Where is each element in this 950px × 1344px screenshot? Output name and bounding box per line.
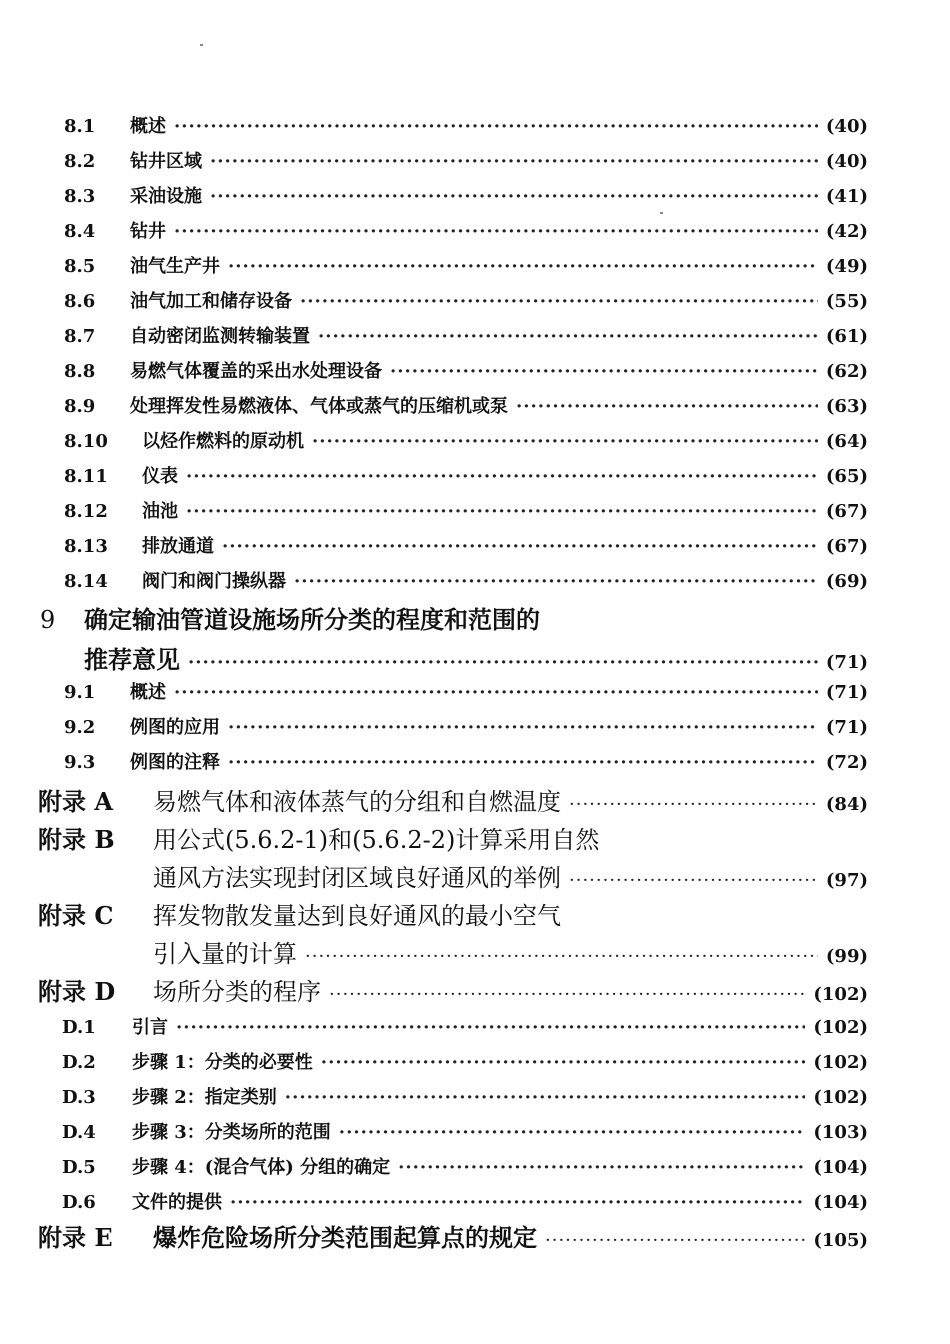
entry-page: (104)	[813, 1192, 868, 1213]
toc-entry-8-12[interactable]	[64, 497, 868, 523]
entry-number: 8.1	[64, 116, 96, 137]
entry-page: (71)	[825, 682, 868, 703]
dot-leader	[300, 291, 818, 312]
toc-entry-d-6[interactable]	[62, 1188, 868, 1214]
chapter-number: 9	[40, 606, 56, 634]
toc-entry-9-3[interactable]	[64, 748, 868, 774]
entry-title: 步骤 1：分类的必要性	[132, 1052, 313, 1073]
dot-leader	[222, 536, 818, 557]
appendix-title-line1: 挥发物散发量达到良好通风的最小空气	[153, 902, 561, 930]
entry-page: (69)	[825, 571, 868, 592]
toc-entry-d-5[interactable]	[62, 1153, 868, 1179]
entry-page: (62)	[825, 361, 868, 382]
entry-title: 引言	[132, 1017, 168, 1038]
entry-number: 8.3	[64, 186, 96, 207]
entry-page: (49)	[825, 256, 868, 277]
dot-leader	[210, 186, 818, 207]
entry-title: 排放通道	[142, 536, 214, 557]
entry-number: 8.12	[64, 501, 108, 522]
dot-leader	[210, 151, 818, 172]
entry-number: 8.8	[64, 361, 96, 382]
entry-title: 例图的应用	[130, 717, 220, 738]
entry-title: 步骤 3：分类场所的范围	[132, 1122, 331, 1143]
entry-page: (104)	[813, 1157, 868, 1178]
dot-leader	[569, 870, 818, 891]
entry-title: 处理挥发性易燃液体、气体或蒸气的压缩机或泵	[130, 396, 508, 417]
entry-page: (102)	[813, 1052, 868, 1073]
dot-leader	[285, 1087, 806, 1108]
appendix-number: 附录 E	[38, 1223, 113, 1252]
entry-title: 钻井区域	[130, 151, 202, 172]
toc-appendix-c[interactable]	[38, 896, 561, 931]
entry-number: D.4	[62, 1122, 96, 1143]
toc-entry-8-1[interactable]	[64, 112, 868, 138]
toc-appendix-c-cont[interactable]	[153, 934, 868, 969]
entry-number: 9.2	[64, 717, 96, 738]
toc-entry-8-13[interactable]	[64, 532, 868, 558]
entry-number: 9.3	[64, 752, 96, 773]
entry-page: (42)	[825, 221, 868, 242]
appendix-title-line1: 用公式(5.6.2-1)和(5.6.2-2)计算采用自然	[153, 826, 600, 854]
dot-leader	[186, 501, 818, 522]
entry-page: (67)	[825, 501, 868, 522]
appendix-title: 爆炸危险场所分类范围起算点的规定	[153, 1223, 537, 1252]
appendix-number: 附录 B	[38, 825, 115, 854]
dot-leader	[230, 1192, 805, 1213]
entry-number: 8.9	[64, 396, 96, 417]
toc-entry-d-4[interactable]	[62, 1118, 868, 1144]
entry-page: (71)	[825, 652, 868, 673]
entry-page: (40)	[825, 151, 868, 172]
toc-entry-8-14[interactable]	[64, 567, 868, 593]
toc-entry-8-8[interactable]	[64, 357, 868, 383]
dot-leader	[321, 1052, 806, 1073]
toc-entry-8-2[interactable]	[64, 147, 868, 173]
dot-leader	[312, 431, 818, 452]
entry-title: 文件的提供	[132, 1192, 222, 1213]
entry-page: (97)	[825, 870, 868, 891]
entry-title: 钻井	[130, 221, 166, 242]
toc-entry-9-2[interactable]	[64, 713, 868, 739]
dot-leader	[228, 256, 818, 277]
entry-page: (99)	[825, 946, 868, 967]
entry-page: (71)	[825, 717, 868, 738]
dot-leader	[318, 326, 818, 347]
dot-leader	[174, 682, 818, 703]
entry-title: 阀门和阀门操纵器	[142, 571, 286, 592]
appendix-number: 附录 D	[38, 977, 116, 1006]
appendix-title-line2: 引入量的计算	[153, 940, 297, 968]
dot-leader	[339, 1122, 806, 1143]
entry-title: 油池	[142, 501, 178, 522]
entry-page: (41)	[825, 186, 868, 207]
entry-page: (65)	[825, 466, 868, 487]
dot-leader	[390, 361, 818, 382]
entry-page: (67)	[825, 536, 868, 557]
entry-title: 油气加工和储存设备	[130, 291, 292, 312]
entry-title: 例图的注释	[130, 752, 220, 773]
entry-page: (55)	[825, 291, 868, 312]
entry-title: 自动密闭监测转输装置	[130, 326, 310, 347]
dot-leader	[305, 946, 818, 967]
toc-appendix-e[interactable]	[38, 1218, 868, 1253]
dot-leader	[188, 652, 818, 673]
entry-number: D.3	[62, 1087, 96, 1108]
toc-appendix-b[interactable]	[38, 820, 599, 855]
toc-appendix-a[interactable]	[38, 782, 868, 817]
toc-entry-8-7[interactable]	[64, 322, 868, 348]
appendix-title: 易燃气体和液体蒸气的分组和自燃温度	[153, 788, 561, 816]
entry-number: 8.2	[64, 151, 96, 172]
entry-page: (102)	[813, 1017, 868, 1038]
dot-leader	[186, 466, 818, 487]
toc-entry-8-9[interactable]	[64, 392, 868, 418]
chapter-title-line1: 确定输油管道设施场所分类的程度和范围的	[84, 605, 540, 634]
dot-leader	[398, 1157, 805, 1178]
toc-entry-8-10[interactable]	[64, 427, 868, 453]
toc-entry-8-5[interactable]	[64, 252, 868, 278]
entry-title: 采油设施	[130, 186, 202, 207]
toc-entry-8-3[interactable]	[64, 182, 868, 208]
entry-title: 油气生产井	[130, 256, 220, 277]
entry-number: D.2	[62, 1052, 96, 1073]
entry-page: (102)	[813, 1087, 868, 1108]
entry-page: (61)	[825, 326, 868, 347]
entry-page: (103)	[813, 1122, 868, 1143]
appendix-number: 附录 C	[38, 901, 114, 930]
entry-title: 仪表	[142, 466, 178, 487]
dot-leader	[228, 752, 818, 773]
toc-entry-8-11[interactable]	[64, 462, 868, 488]
entry-number: D.6	[62, 1192, 96, 1213]
entry-page: (102)	[813, 984, 868, 1005]
scan-speck	[660, 212, 663, 214]
entry-number: 8.11	[64, 466, 108, 487]
entry-number: 8.13	[64, 536, 108, 557]
dot-leader	[174, 116, 818, 137]
toc-entry-d-2[interactable]	[62, 1048, 868, 1074]
entry-page: (40)	[825, 116, 868, 137]
entry-title: 易燃气体覆盖的采出水处理设备	[130, 361, 382, 382]
dot-leader	[329, 984, 805, 1005]
entry-title: 概述	[130, 116, 166, 137]
toc-entry-9-1[interactable]	[64, 678, 868, 704]
toc-entry-8-6[interactable]	[64, 287, 868, 313]
entry-page: (63)	[825, 396, 868, 417]
dot-leader	[545, 1230, 805, 1251]
dot-leader	[176, 1017, 805, 1038]
entry-page: (84)	[825, 794, 868, 815]
toc-chapter-9-cont[interactable]	[84, 640, 868, 675]
entry-number: 8.4	[64, 221, 96, 242]
dot-leader	[228, 717, 818, 738]
entry-number: D.5	[62, 1157, 96, 1178]
dot-leader	[516, 396, 818, 417]
toc-entry-8-4[interactable]	[64, 217, 868, 243]
toc-entry-d-1[interactable]	[62, 1013, 868, 1039]
dot-leader	[569, 794, 818, 815]
entry-number: 8.6	[64, 291, 96, 312]
entry-page: (64)	[825, 431, 868, 452]
entry-number: 8.14	[64, 571, 108, 592]
toc-chapter-9[interactable]	[40, 600, 540, 635]
appendix-number: 附录 A	[38, 787, 113, 816]
entry-title: 概述	[130, 682, 166, 703]
entry-page: (72)	[825, 752, 868, 773]
entry-number: 8.7	[64, 326, 96, 347]
entry-number: 8.10	[64, 431, 108, 452]
appendix-title: 场所分类的程序	[153, 978, 321, 1006]
dot-leader	[294, 571, 818, 592]
dot-leader	[174, 221, 818, 242]
toc-entry-d-3[interactable]	[62, 1083, 868, 1109]
entry-page: (105)	[813, 1230, 868, 1251]
scan-speck	[200, 44, 203, 46]
entry-number: D.1	[62, 1017, 96, 1038]
entry-title: 步骤 4：(混合气体) 分组的确定	[132, 1157, 391, 1178]
entry-title: 步骤 2：指定类别	[132, 1087, 277, 1108]
chapter-title-line2: 推荐意见	[84, 645, 180, 674]
entry-title: 以烃作燃料的原动机	[142, 431, 304, 452]
entry-number: 9.1	[64, 682, 96, 703]
entry-number: 8.5	[64, 256, 96, 277]
toc-appendix-b-cont[interactable]	[153, 858, 868, 893]
appendix-title-line2: 通风方法实现封闭区域良好通风的举例	[153, 864, 561, 892]
toc-appendix-d[interactable]	[38, 972, 868, 1007]
